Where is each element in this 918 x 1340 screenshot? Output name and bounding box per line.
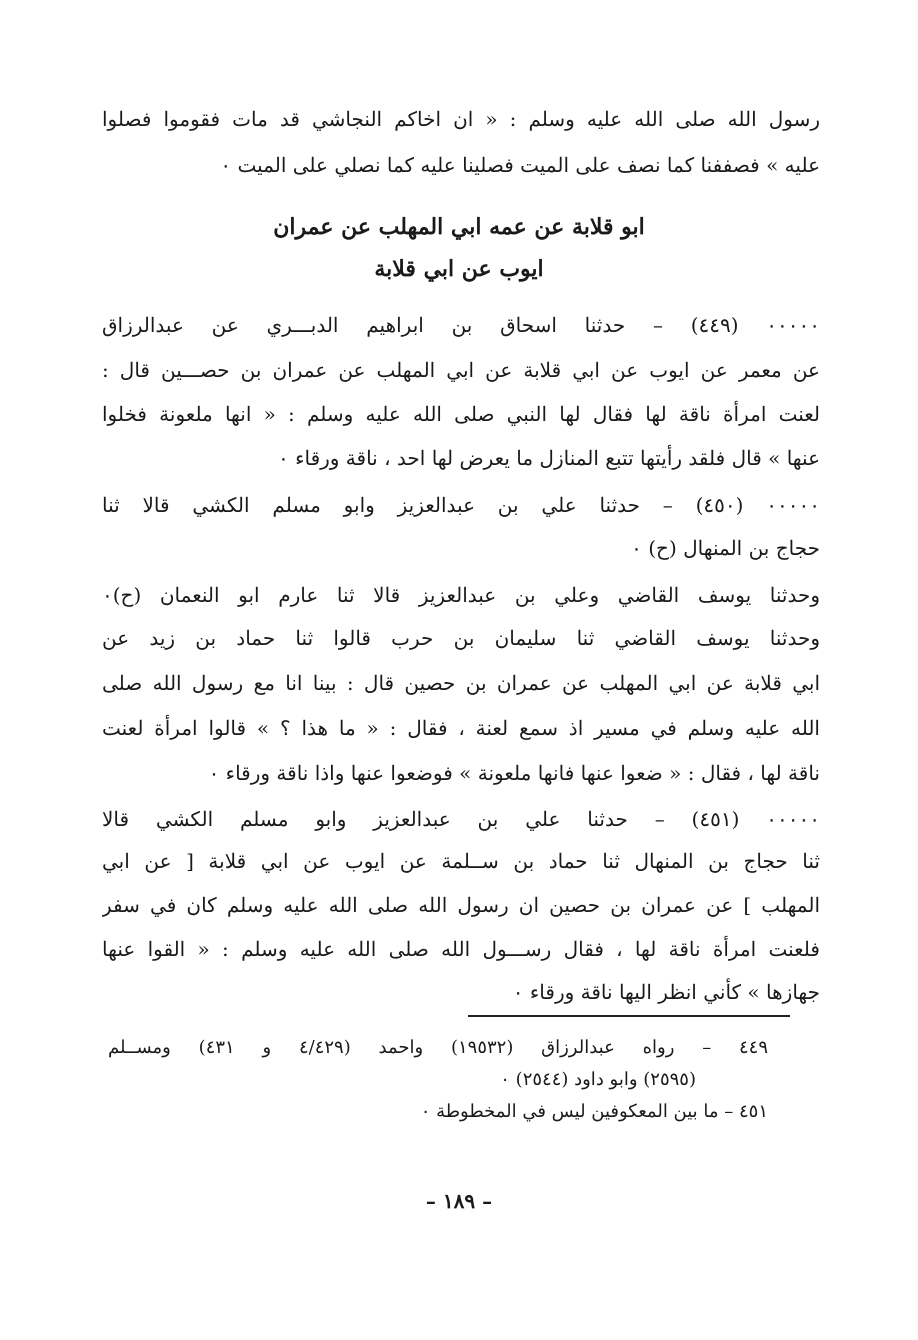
hadith-449-line: ٠٠٠٠٠ (٤٤٩) – حدثنا اسحاق بن ابراهيم الدبـــري عن عبدالرزاق xyxy=(102,313,820,337)
hadith-450-line: الله عليه وسلم في مسير اذ سمع لعنة ، فقال : « ما هذا ؟ » قالوا امرأة لعنت xyxy=(102,716,820,740)
hadith-451-line: ٠٠٠٠٠ (٤٥١) – حدثنا علي بن عبدالعزيز وابو مسلم الكشي قالا xyxy=(102,807,820,831)
hadith-449-line: عنها » قال فلقد رأيتها تتبع المنازل ما يعرض لها احد ، ناقة ورقاء ٠ xyxy=(277,446,820,470)
hadith-450-line: وحدثنا يوسف القاضي ثنا سليمان بن حرب قالوا ثنا حماد بن زيد عن xyxy=(102,626,820,650)
section-subheading: ايوب عن ابي قلابة xyxy=(374,256,544,282)
page-number: – ١٨٩ – xyxy=(425,1189,493,1213)
footnote-separator xyxy=(468,1015,790,1017)
hadith-451-line: ثنا حجاج بن المنهال ثنا حماد بن ســلمة عن ايوب عن ابي قلابة [ عن ابي xyxy=(102,849,820,873)
footnote-449: ٤٤٩ – رواه عبدالرزاق (١٩٥٣٢) واحمد (٤/٤٢٩ و ٤٣١) ومســلم xyxy=(108,1037,768,1058)
hadith-451-line: جهازها » كأني انظر اليها ناقة ورقاء ٠ xyxy=(512,980,820,1004)
hadith-450-line: ٠٠٠٠٠ (٤٥٠) – حدثنا علي بن عبدالعزيز وابو مسلم الكشي قالا ثنا xyxy=(102,493,820,517)
footnote-451: ٤٥١ – ما بين المعكوفين ليس في المخطوطة ٠ xyxy=(420,1101,768,1122)
hadith-451-line: فلعنت امرأة ناقة لها ، فقال رســـول الله صلى الله عليه وسلم : « القوا عنها xyxy=(102,937,820,961)
hadith-450-line: وحدثنا يوسف القاضي وعلي بن عبدالعزيز قالا ثنا عارم ابو النعمان (ح)٠ xyxy=(102,583,820,607)
intro-line: رسول الله صلى الله عليه وسلم : « ان اخاكم النجاشي قد مات فقوموا فصلوا xyxy=(102,107,820,131)
hadith-449-line: عن معمر عن ايوب عن ابي قلابة عن ابي المهلب عن عمران بن حصـــين قال : xyxy=(102,358,820,382)
hadith-450-line: ناقة لها ، فقال : « ضعوا عنها فانها ملعونة » فوضعوا عنها واذا ناقة ورقاء ٠ xyxy=(208,761,820,785)
hadith-449-line: لعنت امرأة ناقة لها فقال لها النبي صلى الله عليه وسلم : « انها ملعونة فخلوا xyxy=(102,402,820,426)
hadith-451-line: المهلب ] عن عمران بن حصين ان رسول الله صلى الله عليه وسلم كان في سفر xyxy=(102,893,820,917)
intro-line: عليه » فصففنا كما نصف على الميت فصلينا عليه كما نصلي على الميت ٠ xyxy=(220,153,820,177)
hadith-450-line: حجاج بن المنهال (ح) ٠ xyxy=(631,536,820,560)
footnote-449-continued: (٢٥٩٥) وابو داود (٢٥٤٤) ٠ xyxy=(500,1069,696,1090)
hadith-450-line: ابي قلابة عن ابي المهلب عن عمران بن حصين قال : بينا انا مع رسول الله صلى xyxy=(102,671,820,695)
section-heading: ابو قلابة عن عمه ابي المهلب عن عمران xyxy=(273,214,645,240)
